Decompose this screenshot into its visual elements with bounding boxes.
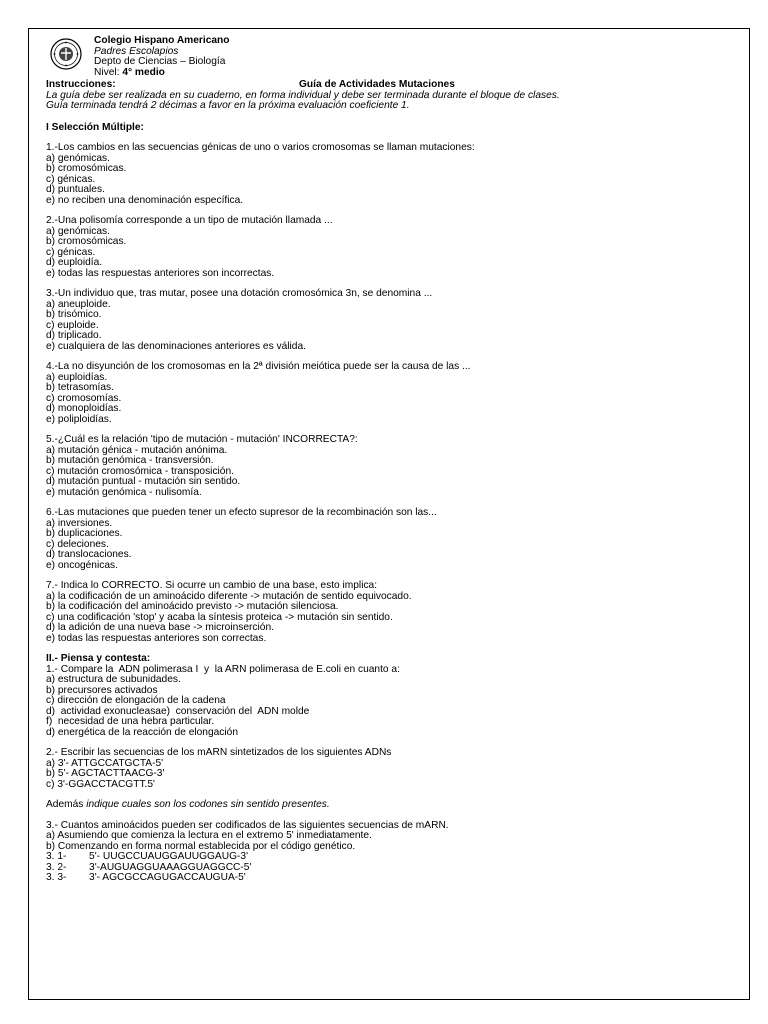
- question-item: a) 3'- ATTGCCATGCTA-5': [46, 757, 164, 769]
- answer-option: c) génicas.: [46, 246, 96, 258]
- answer-option: a) aneuploide.: [46, 298, 111, 310]
- question-stem: 5.-¿Cuál es la relación 'tipo de mutación - mutación' INCORRECTA?:: [46, 434, 358, 445]
- answer-option: e) poliploidías.: [46, 413, 112, 425]
- question-stem: 1.-Los cambios en las secuencias génicas de uno o varios cromosomas se llaman mutaciones:: [46, 142, 475, 153]
- question-7: [46, 581, 736, 644]
- answer-option: e) todas las respuestas anteriores son incorrectas.: [46, 267, 275, 279]
- question-4: [46, 362, 736, 425]
- level-label: Nivel:: [94, 66, 123, 78]
- question-items: [46, 831, 736, 884]
- question-stem: 1.- Compare la ADN polimerasa I y la ARN polimerasa de E.coli en cuanto a:: [46, 663, 400, 675]
- question-stem: 2.-Una polisomía corresponde a un tipo de mutación llamada ...: [46, 215, 333, 226]
- section-2-question-2: [46, 748, 736, 811]
- answer-option: b) la codificación del aminoácido previsto -> mutación silenciosa.: [46, 601, 339, 612]
- question-stem: 3.-Un individuo que, tras mutar, posee una dotación cromosómica 3n, se denomina ...: [46, 288, 433, 299]
- level-value: 4° medio: [122, 66, 165, 78]
- answer-option: e) oncogénicas.: [46, 559, 118, 571]
- question-1: [46, 143, 736, 206]
- answer-option: c) mutación cromosómica - transposición.: [46, 465, 234, 477]
- question-item: d) actividad exonucleasae) conservación del ADN molde: [46, 705, 310, 717]
- answer-option: a) la codificación de un aminoácido diferente -> mutación de sentido equivocado.: [46, 590, 412, 602]
- question-stem: 3.- Cuantos aminoácidos pueden ser codificados de las siguientes secuencias de mARN.: [46, 819, 449, 831]
- question-stem: 4.-La no disyunción de los cromosomas en la 2ª división meiótica puede ser la causa de las ...: [46, 361, 471, 372]
- school-seal-icon: [50, 38, 82, 70]
- question-2: [46, 216, 736, 279]
- answer-option: b) tetrasomías.: [46, 382, 114, 393]
- question-item: b) 5'- AGCTACTTAACG-3': [46, 768, 165, 779]
- question-3: [46, 289, 736, 352]
- answer-option: a) genómicas.: [46, 152, 110, 164]
- question-stem: 2.- Escribir las secuencias de los mARN sintetizados de los siguientes ADNs: [46, 747, 392, 758]
- question-item: b) Comenzando en forma normal establecida por el código genético.: [46, 840, 356, 852]
- question-item: c) 3'-GGACCTACGTT.5': [46, 778, 155, 790]
- answer-option: e) no reciben una denominación específica.: [46, 194, 244, 206]
- answer-option: e) mutación genómica - nulisomía.: [46, 486, 202, 498]
- section-2-question-1: [46, 665, 736, 739]
- section-1-questions: [46, 143, 736, 644]
- answer-option: c) deleciones.: [46, 538, 109, 550]
- answer-option: d) euploidía.: [46, 257, 103, 268]
- question-item: d) energética de la reacción de elongación: [46, 726, 238, 738]
- school-subtitle: Padres Escolapios: [94, 45, 179, 57]
- answer-option: c) euploide.: [46, 319, 99, 331]
- question-item: f) necesidad de una hebra particular.: [46, 716, 215, 727]
- instructions-heading: Instrucciones:: [46, 79, 116, 90]
- answer-option: e) cualquiera de las denominaciones anteriores es válida.: [46, 340, 306, 352]
- section-1-title: I Selección Múltiple:: [46, 121, 144, 133]
- answer-option: d) la adición de una nueva base -> microinserción.: [46, 622, 274, 633]
- answer-option: d) mutación puntual - mutación sin sentido.: [46, 476, 241, 487]
- question-stem: 6.-Las mutaciones que pueden tener un efecto supresor de la recombinación son las...: [46, 507, 437, 518]
- section-2-question-3: [46, 821, 736, 884]
- question-items: [46, 759, 736, 791]
- answer-option: a) euploidías.: [46, 371, 108, 383]
- answer-option: b) cromosómicas.: [46, 163, 127, 174]
- answer-option: b) duplicaciones.: [46, 528, 123, 539]
- section-2-title: II.- Piensa y contesta:: [46, 653, 151, 664]
- question-item: a) Asumiendo que comienza la lectura en el extremo 5' inmediatamente.: [46, 830, 372, 841]
- answer-option: a) inversiones.: [46, 517, 113, 529]
- question-item: 3. 2- 3'-AUGUAGGUAAAGGUAGGCC-5': [46, 861, 252, 873]
- department: Depto de Ciencias – Biología: [94, 56, 226, 68]
- answer-option: d) translocaciones.: [46, 549, 132, 560]
- answer-option: d) monoploidías.: [46, 403, 122, 414]
- answer-option: d) triplicado.: [46, 330, 102, 341]
- answer-option: a) genómicas.: [46, 225, 110, 237]
- question-stem: 7.- Indica lo CORRECTO. Si ocurre un cambio de una base, esto implica:: [46, 580, 378, 591]
- school-name: Colegio Hispano Americano: [94, 35, 230, 46]
- instructions-line-2: Guía terminada tendrá 2 décimas a favor en la próxima evaluación coeficiente 1.: [46, 100, 410, 111]
- note-italic: indique cuales son los codones sin sentido presentes.: [86, 799, 330, 810]
- level: [94, 68, 229, 79]
- answer-option: a) mutación génica - mutación anónima.: [46, 444, 228, 456]
- question-note: [46, 800, 736, 811]
- question-item: b) precursores activados: [46, 684, 158, 696]
- document-title: Guía de Actividades Mutaciones: [299, 79, 455, 90]
- answer-option: c) una codificación 'stop' y acaba la síntesis proteica -> mutación sin sentido.: [46, 611, 393, 623]
- answer-option: c) cromosomías.: [46, 392, 122, 404]
- answer-option: e) todas las respuestas anteriores son correctas.: [46, 632, 267, 644]
- note-plain: Además: [46, 799, 87, 810]
- document-content: [46, 34, 736, 884]
- question-item: 3. 1- 5'- UUGCCUAUGGAUUGGAUG-3': [46, 851, 249, 862]
- question-6: [46, 508, 736, 571]
- answer-option: b) mutación genómica - transversión.: [46, 455, 214, 466]
- answer-option: c) génicas.: [46, 173, 96, 185]
- answer-option: b) cromosómicas.: [46, 236, 127, 247]
- question-items: [46, 675, 736, 738]
- question-item: c) dirección de elongación de la cadena: [46, 695, 226, 706]
- instructions-line-1: La guía debe ser realizada en su cuaderno, en forma individual y debe ser terminada durante el bloque de clases.: [46, 89, 560, 101]
- question-5: [46, 435, 736, 498]
- answer-option: d) puntuales.: [46, 184, 105, 195]
- answer-option: b) trisómico.: [46, 309, 102, 320]
- question-item: a) estructura de subunidades.: [46, 674, 181, 685]
- question-item: 3. 3- 3'- AGCGCCAGUGACCAUGUA-5': [46, 872, 246, 883]
- school-info: [94, 36, 229, 78]
